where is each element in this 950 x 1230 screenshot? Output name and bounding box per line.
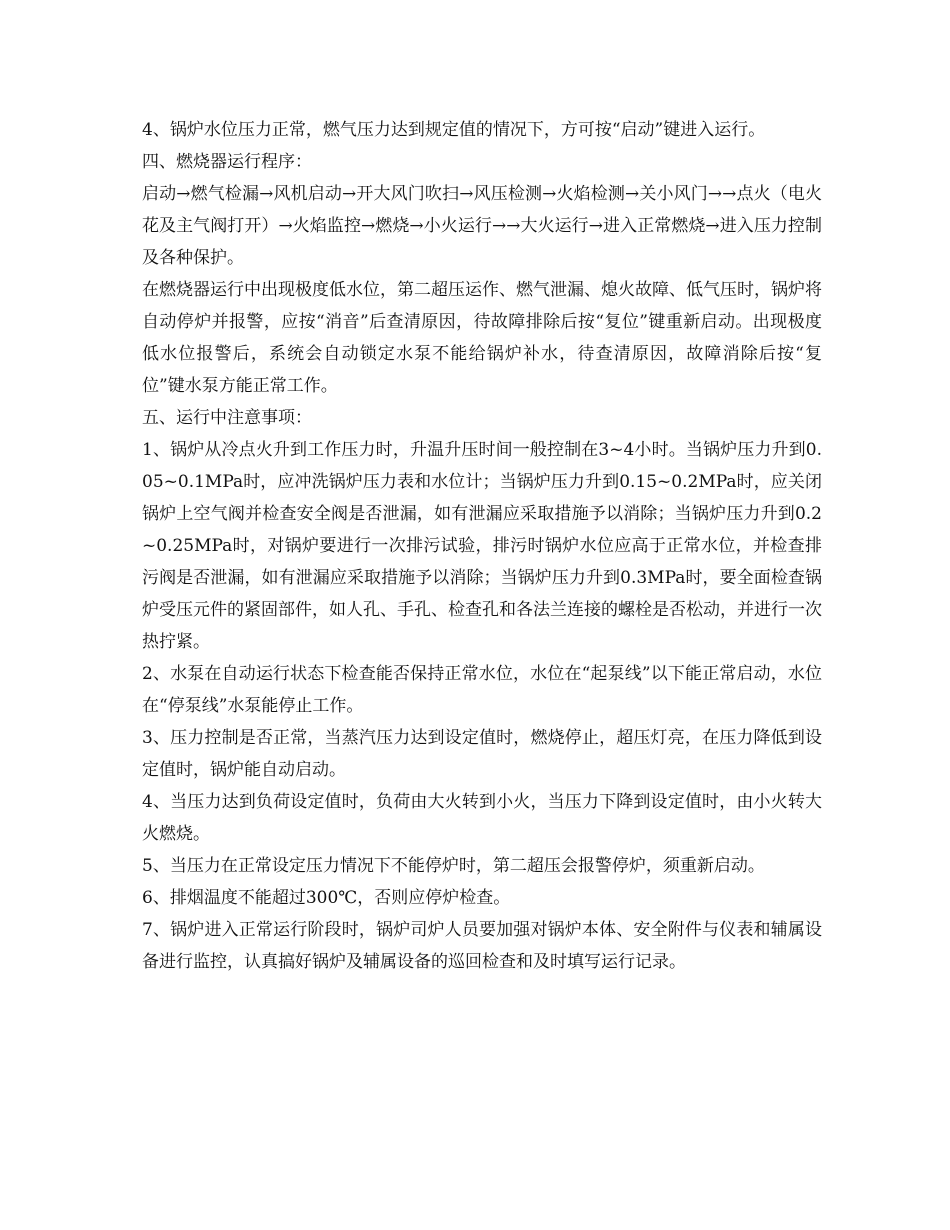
paragraph-note-2: 2、水泵在自动运行状态下检查能否保持正常水位，水位在“起泵线”以下能正常启动，水位在“停泵线”水泵能停止工作。 <box>142 664 822 716</box>
paragraph-note-1: 1、锅炉从冷点火升到工作压力时，升温升压时间一般控制在3~4小时。当锅炉压力升到0.05~0.1MPa时，应冲洗锅炉压力表和水位计；当锅炉压力升到0.15~0.2MPa时，应关闭锅炉上空气阀并检查安全阀是否泄漏，如有泄漏应采取措施予以消除；当锅炉压力升到0.2~0.25MPa时，对锅炉要进行一次排污试验，排污时锅炉水位应高于正常水位，并检查排污阀是否泄漏，如有泄漏应采取措施予以消除；当锅炉压力升到0.3MPa时，要全面检查锅炉受压元件的紧固部件，如人孔、手孔、检查孔和各法兰连接的螺栓是否松动，并进行一次热拧紧。 <box>142 440 822 652</box>
paragraph-fault-handling: 在燃烧器运行中出现极度低水位，第二超压运作、燃气泄漏、熄火故障、低气压时，锅炉将自动停炉并报警，应按“消音”后查清原因，待故障排除后按“复位”键重新启动。出现极度低水位报警后，系统会自动锁定水泵不能给锅炉补水，待查清原因，故障消除后按“复位”键水泵方能正常工作。 <box>142 280 822 396</box>
paragraph-start-condition: 4、锅炉水位压力正常，燃气压力达到规定值的情况下，方可按“启动”键进入运行。 <box>142 120 766 140</box>
paragraph-note-4: 4、当压力达到负荷设定值时，负荷由大火转到小火，当压力下降到设定值时，由小火转大火燃烧。 <box>142 792 822 844</box>
paragraph-note-7: 7、锅炉进入正常运行阶段时，锅炉司炉人员要加强对锅炉本体、安全附件与仪表和辅属设备进行监控，认真搞好锅炉及辅属设备的巡回检查和及时填写运行记录。 <box>142 920 822 972</box>
document-page <box>142 114 822 978</box>
paragraph-note-5: 5、当压力在正常设定压力情况下不能停炉时，第二超压会报警停炉，须重新启动。 <box>142 856 765 876</box>
paragraph-burner-sequence: 启动→燃气检漏→风机启动→开大风门吹扫→风压检测→火焰检测→关小风门→→点火（电火花及主气阀打开）→火焰监控→燃烧→小火运行→→大火运行→进入正常燃烧→进入压力控制及各种保护。 <box>142 184 822 268</box>
paragraph-note-6: 6、排烟温度不能超过300℃，否则应停炉检查。 <box>142 888 511 908</box>
paragraph-note-3: 3、压力控制是否正常，当蒸汽压力达到设定值时，燃烧停止，超压灯亮，在压力降低到设定值时，锅炉能自动启动。 <box>142 728 822 780</box>
section-heading-operation-notes: 五、运行中注意事项： <box>142 408 312 428</box>
section-heading-burner-procedure: 四、燃烧器运行程序： <box>142 152 312 172</box>
